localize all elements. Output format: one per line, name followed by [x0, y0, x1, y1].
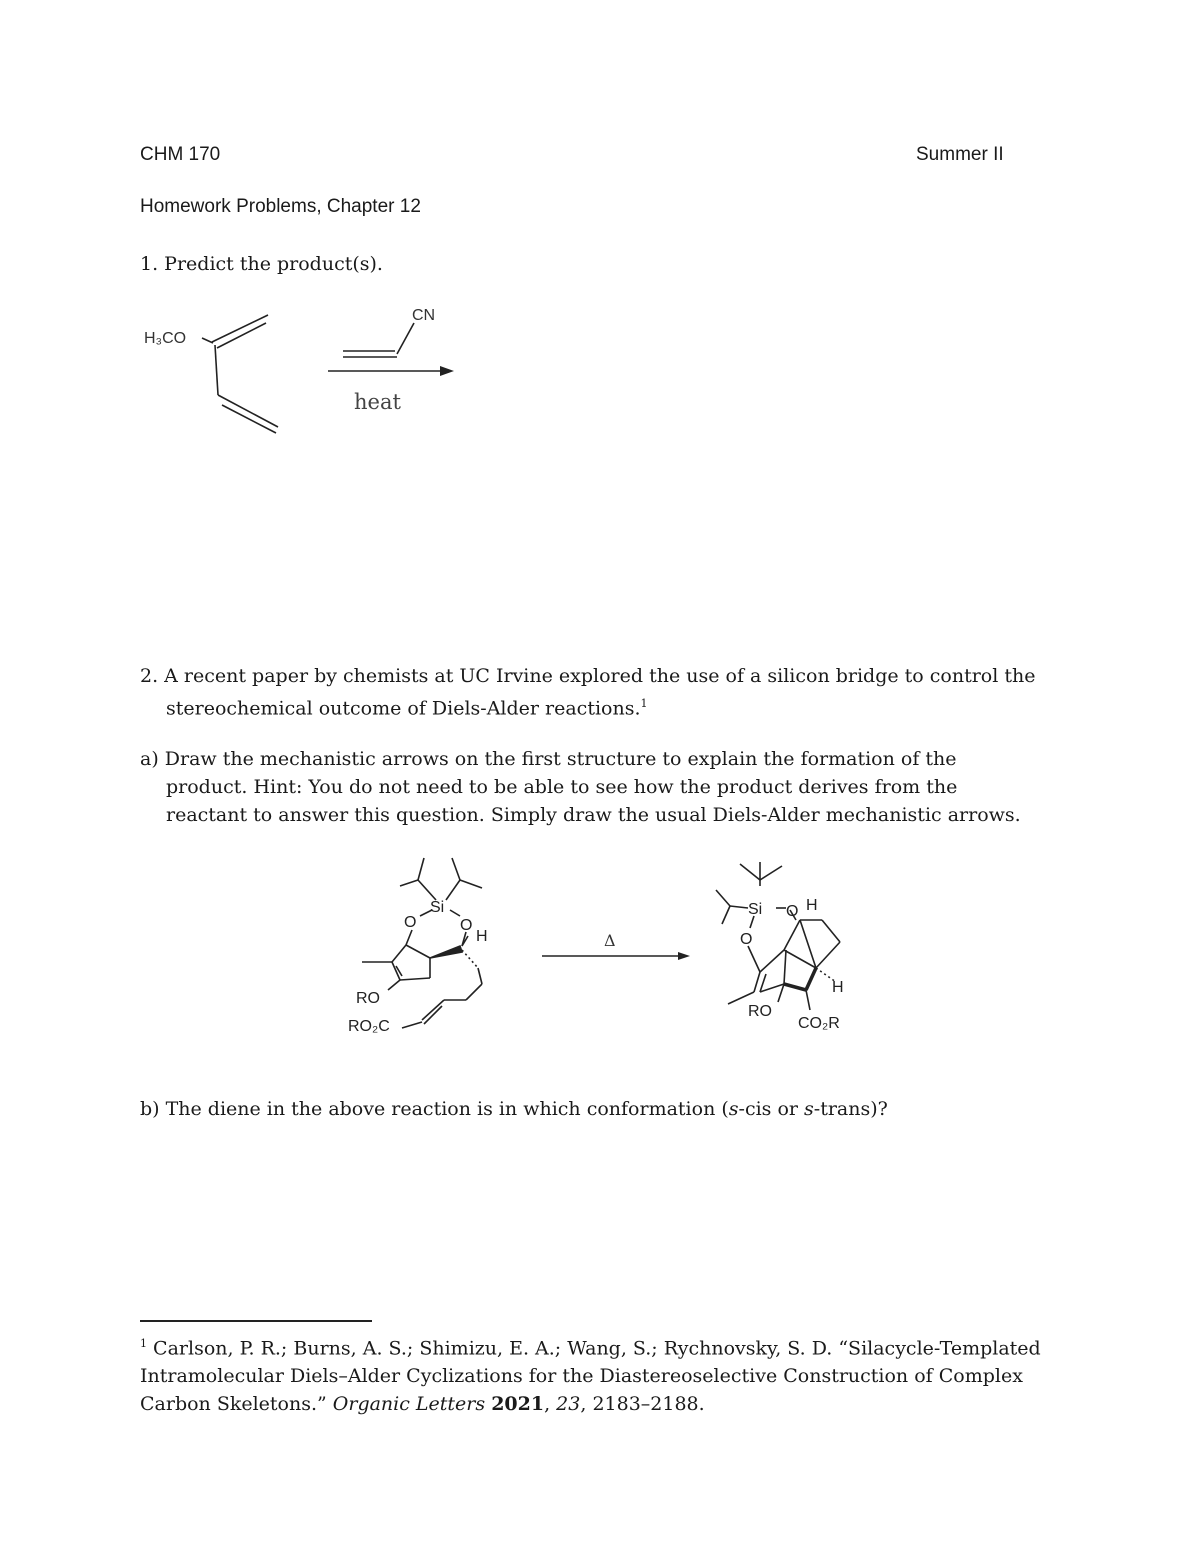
- question-2a: [140, 745, 1080, 829]
- question-2-line-2-text: stereochemical outcome of Diels-Alder reactions.: [166, 697, 641, 720]
- footnote-line-3-text: Carbon Skeletons.”: [140, 1393, 333, 1416]
- reaction-1-scheme: [130, 295, 470, 445]
- product-h-bottom-label: H: [832, 979, 844, 996]
- term-label: Summer II: [916, 144, 1004, 165]
- reaction-2-scheme: [340, 850, 880, 1045]
- question-2-line-1: 2. A recent paper by chemists at UC Irvine explored the use of a silicon bridge to control the: [140, 665, 1036, 687]
- question-2-line-2: [140, 690, 1080, 722]
- question-2a-line-2: product. Hint: You do not need to be able to see how the product derives from the: [166, 776, 958, 798]
- dienophile-structure: [343, 323, 414, 357]
- footnote-line-2: Intramolecular Diels–Alder Cyclizations for the Diastereoselective Construction of Complex: [140, 1365, 1023, 1388]
- reactant-structure: [362, 858, 482, 1028]
- diene-structure: [202, 315, 278, 433]
- page-subtitle: Homework Problems, Chapter 12: [140, 196, 421, 217]
- reactant-ro2c-label: RO₂C: [348, 1018, 390, 1035]
- dienophile-nitrile-label: CN: [412, 307, 436, 324]
- journal-name: Organic Letters: [332, 1393, 486, 1416]
- question-2b-s-trans-prefix: s: [804, 1098, 814, 1120]
- footnote: [140, 1330, 1080, 1418]
- footnote-divider: [140, 1320, 372, 1322]
- question-2b: [140, 1095, 1080, 1123]
- question-2a-line-3: reactant to answer this question. Simply draw the usual Diels-Alder mechanistic arrows.: [166, 804, 1021, 826]
- product-ro-label: RO: [748, 1003, 772, 1020]
- product-h-top-label: H: [806, 897, 818, 914]
- journal-volume: 23: [556, 1393, 581, 1416]
- reactant-h-label: H: [476, 928, 488, 945]
- journal-year: 2021: [491, 1393, 545, 1416]
- question-2b-text-middle: -cis or: [738, 1098, 805, 1120]
- footnote-reference: 1: [640, 697, 648, 710]
- footnote-mark: 1: [140, 1337, 147, 1350]
- question-2b-text-start: b) The diene in the above reaction is in which conformation (: [140, 1098, 729, 1120]
- reactant-ro-label: RO: [356, 990, 380, 1007]
- question-2-intro: [140, 662, 1080, 722]
- product-co2r-label: CO₂R: [798, 1015, 840, 1032]
- delta-condition: Δ: [604, 931, 616, 950]
- footnote-line-1: [140, 1330, 1080, 1362]
- footnote-line-1-text: Carlson, P. R.; Burns, A. S.; Shimizu, E. A.; Wang, S.; Rychnovsky, S. D. “Silacycle-Templated: [153, 1337, 1041, 1360]
- product-o-right-label: O: [786, 903, 799, 920]
- question-2b-text-end: -trans)?: [813, 1098, 888, 1120]
- journal-pages: , 2183–2188.: [580, 1393, 705, 1416]
- product-o-left-label: O: [740, 931, 753, 948]
- question-2b-s-cis-prefix: s: [728, 1098, 739, 1120]
- reaction-arrow: [328, 366, 454, 376]
- reactant-o-right-label: O: [460, 917, 473, 934]
- footnote-line-3: Carbon Skeletons.” Organic Letters 2021, 23, 2183–2188.: [140, 1393, 705, 1416]
- reaction-2-arrow: [542, 952, 690, 960]
- reactant-o-left-label: O: [404, 914, 417, 931]
- question-1-prompt: 1. Predict the product(s).: [140, 253, 383, 275]
- heat-condition: heat: [354, 390, 401, 414]
- product-si-label: Si: [748, 901, 763, 918]
- product-structure: [716, 862, 840, 1010]
- question-2a-line-1: a) Draw the mechanistic arrows on the first structure to explain the formation of the: [140, 748, 957, 770]
- reactant-si-label: Si: [430, 899, 445, 916]
- diene-methoxy-label: H₃CO: [144, 330, 187, 347]
- course-title: CHM 170: [140, 144, 221, 165]
